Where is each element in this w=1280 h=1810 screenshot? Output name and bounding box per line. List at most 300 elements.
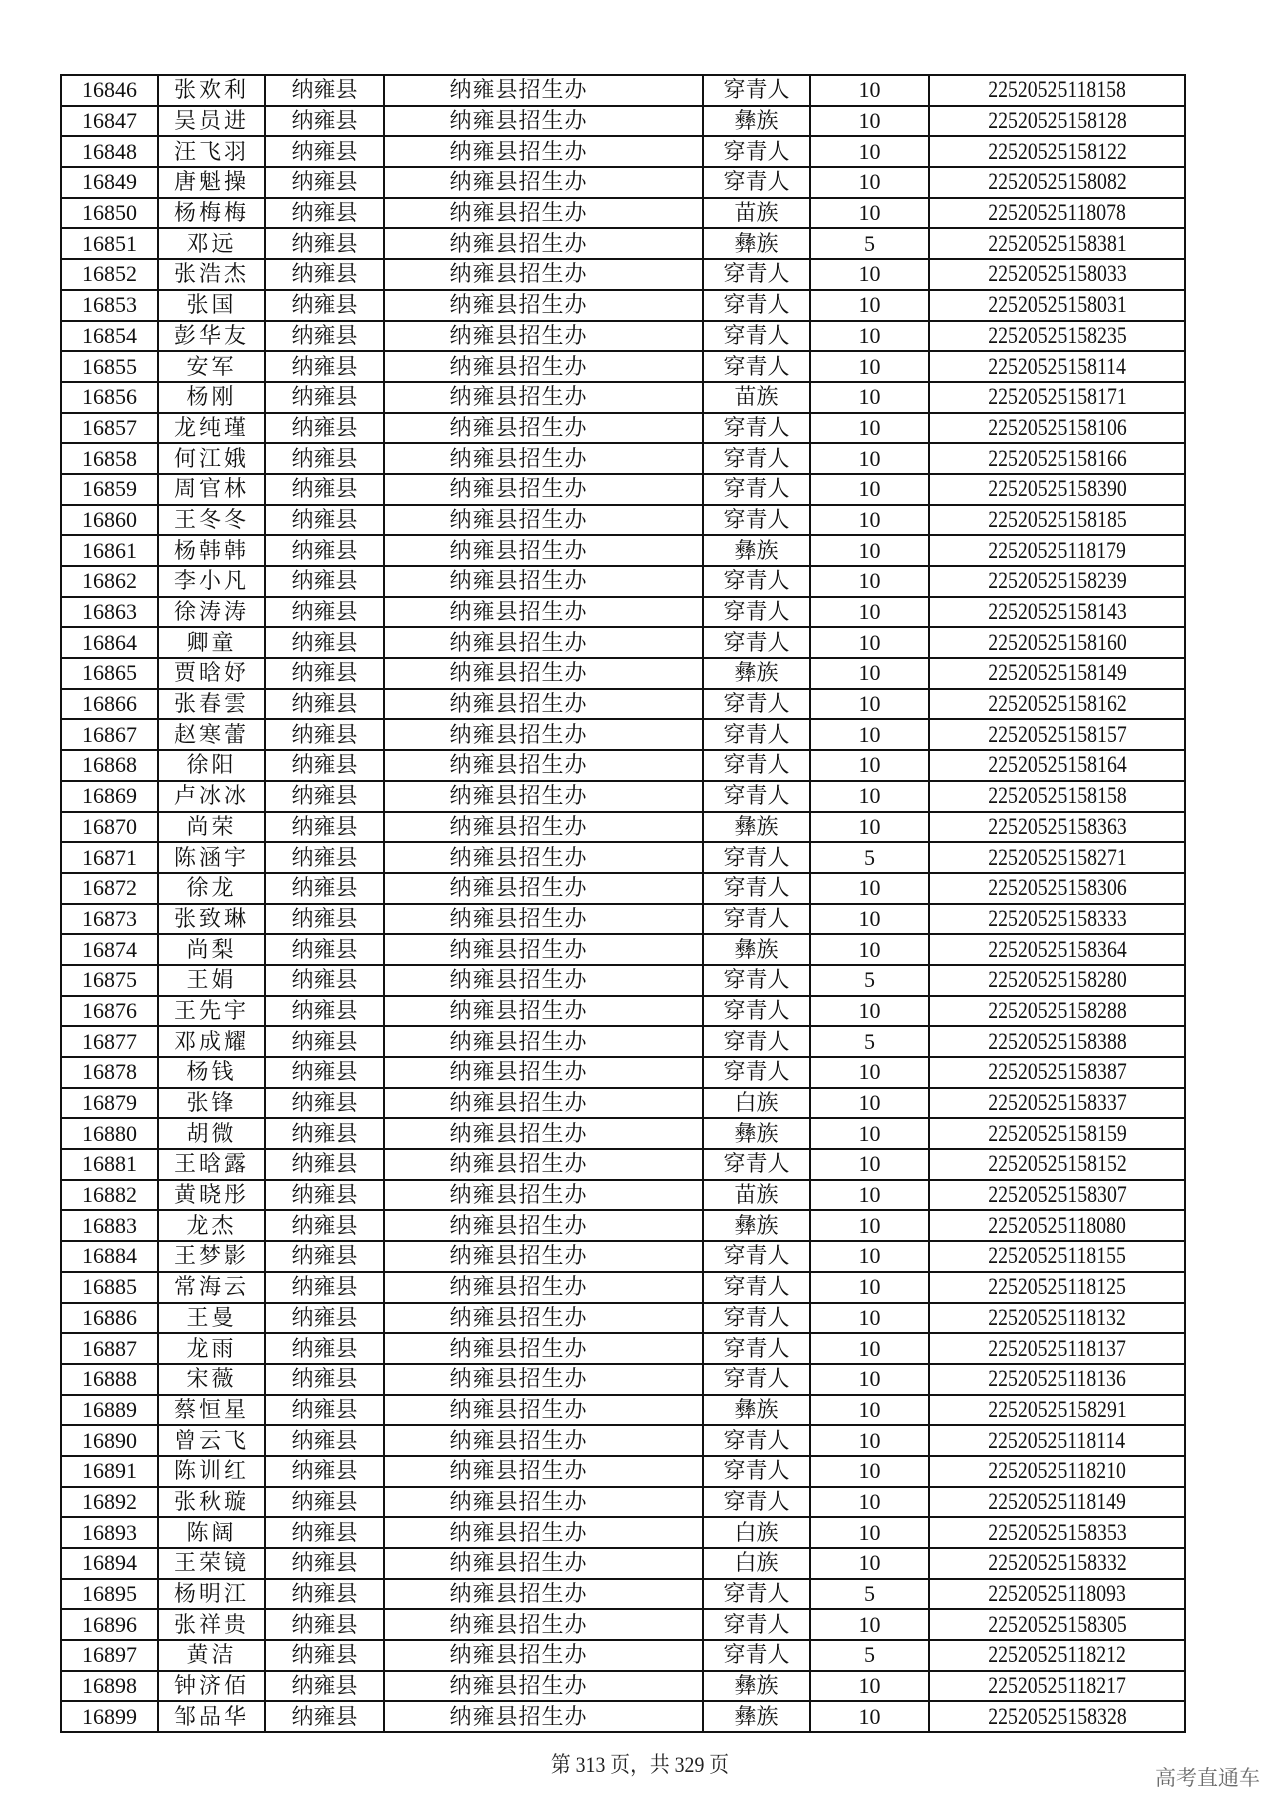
score-cell-text: 10 xyxy=(858,660,881,686)
score-cell-text: 10 xyxy=(858,384,881,410)
ethnicity-cell-text: 穿青人 xyxy=(723,599,790,625)
exam-id-cell xyxy=(929,904,1185,935)
row-number-cell-text: 16848 xyxy=(82,138,137,164)
office-cell xyxy=(384,443,703,474)
ethnicity-cell xyxy=(703,1517,810,1548)
score-cell xyxy=(810,1303,929,1334)
office-cell-text: 纳雍县招生办 xyxy=(449,905,588,931)
county-cell xyxy=(265,382,384,413)
ethnicity-cell xyxy=(703,1303,810,1334)
county-cell xyxy=(265,750,384,781)
score-cell-text: 10 xyxy=(858,691,881,717)
office-cell-text: 纳雍县招生办 xyxy=(449,476,588,502)
exam-id-cell-text: 22520525158235 xyxy=(987,322,1127,348)
ethnicity-cell-text: 苗族 xyxy=(734,1182,779,1208)
row-number-cell-text: 16875 xyxy=(82,967,137,993)
office-cell xyxy=(384,259,703,290)
county-cell xyxy=(265,198,384,229)
name-cell xyxy=(158,228,265,259)
table-row xyxy=(61,443,1185,474)
name-cell-text: 张春雲 xyxy=(173,691,249,717)
office-cell xyxy=(384,996,703,1027)
county-cell-text: 纳雍县 xyxy=(291,1090,358,1116)
county-cell-text: 纳雍县 xyxy=(291,353,358,379)
ethnicity-cell xyxy=(703,198,810,229)
name-cell xyxy=(158,1303,265,1334)
exam-id-cell xyxy=(929,1671,1185,1702)
office-cell-text: 纳雍县招生办 xyxy=(449,537,588,563)
exam-id-cell xyxy=(929,597,1185,628)
name-cell xyxy=(158,290,265,321)
score-cell-text: 10 xyxy=(858,169,881,195)
row-number-cell-text: 16861 xyxy=(82,537,137,563)
office-cell xyxy=(384,198,703,229)
score-cell xyxy=(810,904,929,935)
county-cell xyxy=(265,627,384,658)
table-row xyxy=(61,1303,1185,1334)
table-row xyxy=(61,658,1185,689)
county-cell xyxy=(265,842,384,873)
ethnicity-cell-text: 穿青人 xyxy=(723,629,790,655)
county-cell xyxy=(265,781,384,812)
row-number-cell xyxy=(61,1364,158,1395)
score-cell xyxy=(810,996,929,1027)
row-number-cell-text: 16852 xyxy=(82,261,137,287)
ethnicity-cell-text: 穿青人 xyxy=(723,1642,790,1668)
county-cell-text: 纳雍县 xyxy=(291,1519,358,1545)
ethnicity-cell-text: 白族 xyxy=(734,1519,779,1545)
county-cell-text: 纳雍县 xyxy=(291,1366,358,1392)
exam-id-cell xyxy=(929,750,1185,781)
score-cell xyxy=(810,75,929,106)
exam-id-cell-text: 22520525118114 xyxy=(988,1427,1126,1453)
ethnicity-cell xyxy=(703,597,810,628)
row-number-cell-text: 16846 xyxy=(82,77,137,103)
row-number-cell xyxy=(61,382,158,413)
county-cell-text: 纳雍县 xyxy=(291,813,358,839)
score-cell-text: 10 xyxy=(858,936,881,962)
table-row xyxy=(61,505,1185,536)
name-cell xyxy=(158,627,265,658)
row-number-cell xyxy=(61,996,158,1027)
exam-id-cell xyxy=(929,75,1185,106)
exam-id-cell xyxy=(929,1180,1185,1211)
row-number-cell-text: 16897 xyxy=(82,1642,137,1668)
score-cell-text: 5 xyxy=(864,1581,875,1607)
county-cell-text: 纳雍县 xyxy=(291,138,358,164)
row-number-cell xyxy=(61,1548,158,1579)
row-number-cell xyxy=(61,1671,158,1702)
score-cell-text: 10 xyxy=(858,783,881,809)
name-cell-text: 尚梨 xyxy=(186,936,237,962)
name-cell-text: 张致琳 xyxy=(173,905,249,931)
ethnicity-cell-text: 穿青人 xyxy=(723,169,790,195)
row-number-cell xyxy=(61,228,158,259)
ethnicity-cell xyxy=(703,474,810,505)
name-cell xyxy=(158,1180,265,1211)
office-cell xyxy=(384,1548,703,1579)
name-cell xyxy=(158,1701,265,1732)
county-cell-text: 纳雍县 xyxy=(291,445,358,471)
score-cell-text: 10 xyxy=(858,322,881,348)
score-cell xyxy=(810,1425,929,1456)
score-cell xyxy=(810,474,929,505)
score-cell xyxy=(810,1456,929,1487)
row-number-cell-text: 16862 xyxy=(82,568,137,594)
exam-id-cell xyxy=(929,1303,1185,1334)
county-cell xyxy=(265,658,384,689)
office-cell xyxy=(384,290,703,321)
table-row xyxy=(61,1395,1185,1426)
row-number-cell xyxy=(61,1456,158,1487)
name-cell xyxy=(158,689,265,720)
score-cell xyxy=(810,106,929,137)
table-row xyxy=(61,198,1185,229)
office-cell-text: 纳雍县招生办 xyxy=(449,506,588,532)
office-cell xyxy=(384,167,703,198)
ethnicity-cell-text: 彝族 xyxy=(734,537,779,563)
name-cell xyxy=(158,1149,265,1180)
county-cell xyxy=(265,1364,384,1395)
name-cell-text: 张欢利 xyxy=(173,77,249,103)
office-cell xyxy=(384,1149,703,1180)
exam-id-cell-text: 22520525158166 xyxy=(987,445,1127,471)
row-number-cell-text: 16863 xyxy=(82,599,137,625)
exam-id-cell-text: 22520525158128 xyxy=(987,108,1127,134)
name-cell xyxy=(158,873,265,904)
office-cell xyxy=(384,1671,703,1702)
score-cell-text: 10 xyxy=(858,1243,881,1269)
name-cell xyxy=(158,1640,265,1671)
table-row xyxy=(61,842,1185,873)
office-cell-text: 纳雍县招生办 xyxy=(449,660,588,686)
office-cell-text: 纳雍县招生办 xyxy=(449,353,588,379)
row-number-cell xyxy=(61,106,158,137)
county-cell-text: 纳雍县 xyxy=(291,108,358,134)
score-cell xyxy=(810,136,929,167)
exam-id-cell-text: 22520525118179 xyxy=(988,537,1126,563)
exam-id-cell-text: 22520525158307 xyxy=(987,1182,1127,1208)
name-cell-text: 赵寒蕾 xyxy=(173,721,249,747)
row-number-cell-text: 16849 xyxy=(82,169,137,195)
ethnicity-cell-text: 穿青人 xyxy=(723,752,790,778)
ethnicity-cell xyxy=(703,1241,810,1272)
name-cell-text: 龙雨 xyxy=(186,1335,237,1361)
exam-id-cell xyxy=(929,228,1185,259)
exam-id-cell xyxy=(929,1088,1185,1119)
county-cell-text: 纳雍县 xyxy=(291,629,358,655)
exam-id-cell xyxy=(929,965,1185,996)
row-number-cell xyxy=(61,1609,158,1640)
name-cell xyxy=(158,1671,265,1702)
exam-id-cell-text: 22520525158106 xyxy=(987,414,1127,440)
exam-id-cell xyxy=(929,873,1185,904)
exam-id-cell-text: 22520525158381 xyxy=(987,230,1127,256)
county-cell xyxy=(265,1180,384,1211)
row-number-cell-text: 16896 xyxy=(82,1611,137,1637)
office-cell-text: 纳雍县招生办 xyxy=(449,967,588,993)
exam-id-cell-text: 22520525158306 xyxy=(987,875,1127,901)
ethnicity-cell-text: 穿青人 xyxy=(723,721,790,747)
ethnicity-cell-text: 穿青人 xyxy=(723,1059,790,1085)
ethnicity-cell-text: 穿青人 xyxy=(723,414,790,440)
row-number-cell xyxy=(61,904,158,935)
ethnicity-cell-text: 穿青人 xyxy=(723,1427,790,1453)
row-number-cell xyxy=(61,351,158,382)
row-number-cell-text: 16872 xyxy=(82,875,137,901)
exam-id-cell-text: 22520525118155 xyxy=(988,1243,1126,1269)
score-cell xyxy=(810,1548,929,1579)
score-cell xyxy=(810,781,929,812)
score-cell-text: 10 xyxy=(858,599,881,625)
exam-id-cell-text: 22520525158114 xyxy=(988,353,1126,379)
score-cell-text: 10 xyxy=(858,875,881,901)
row-number-cell xyxy=(61,535,158,566)
row-number-cell xyxy=(61,1579,158,1610)
table-row xyxy=(61,965,1185,996)
row-number-cell-text: 16886 xyxy=(82,1304,137,1330)
row-number-cell xyxy=(61,1241,158,1272)
office-cell xyxy=(384,505,703,536)
exam-id-cell xyxy=(929,351,1185,382)
exam-id-cell-text: 22520525158390 xyxy=(987,476,1127,502)
score-cell-text: 10 xyxy=(858,292,881,318)
exam-id-cell xyxy=(929,474,1185,505)
exam-id-cell-text: 22520525158122 xyxy=(987,138,1127,164)
name-cell-text: 张秋璇 xyxy=(173,1488,249,1514)
ethnicity-cell xyxy=(703,1425,810,1456)
score-cell xyxy=(810,1210,929,1241)
score-cell xyxy=(810,290,929,321)
row-number-cell xyxy=(61,1487,158,1518)
ethnicity-cell-text: 彝族 xyxy=(734,1212,779,1238)
score-cell xyxy=(810,1026,929,1057)
name-cell xyxy=(158,75,265,106)
score-cell xyxy=(810,1180,929,1211)
county-cell xyxy=(265,1303,384,1334)
row-number-cell xyxy=(61,781,158,812)
score-cell xyxy=(810,1241,929,1272)
exam-id-cell-text: 22520525158164 xyxy=(987,752,1127,778)
county-cell-text: 纳雍县 xyxy=(291,721,358,747)
table-row xyxy=(61,321,1185,352)
name-cell xyxy=(158,259,265,290)
office-cell-text: 纳雍县招生办 xyxy=(449,1182,588,1208)
ethnicity-cell-text: 穿青人 xyxy=(723,1611,790,1637)
name-cell xyxy=(158,1333,265,1364)
score-cell xyxy=(810,934,929,965)
county-cell xyxy=(265,1640,384,1671)
score-cell xyxy=(810,566,929,597)
office-cell xyxy=(384,413,703,444)
name-cell-text: 徐龙 xyxy=(186,875,237,901)
ethnicity-cell xyxy=(703,781,810,812)
score-cell xyxy=(810,198,929,229)
office-cell xyxy=(384,1333,703,1364)
score-cell-text: 10 xyxy=(858,997,881,1023)
table-row xyxy=(61,1487,1185,1518)
exam-id-cell xyxy=(929,1640,1185,1671)
county-cell xyxy=(265,1671,384,1702)
office-cell xyxy=(384,627,703,658)
name-cell-text: 王曼 xyxy=(186,1304,237,1330)
row-number-cell xyxy=(61,321,158,352)
table-row xyxy=(61,597,1185,628)
row-number-cell xyxy=(61,1118,158,1149)
exam-id-cell-text: 22520525118136 xyxy=(988,1366,1126,1392)
name-cell-text: 常海云 xyxy=(173,1274,249,1300)
score-cell-text: 5 xyxy=(864,1642,875,1668)
row-number-cell xyxy=(61,1425,158,1456)
score-cell xyxy=(810,535,929,566)
row-number-cell-text: 16869 xyxy=(82,783,137,809)
score-cell xyxy=(810,1333,929,1364)
office-cell-text: 纳雍县招生办 xyxy=(449,322,588,348)
score-cell-text: 10 xyxy=(858,261,881,287)
county-cell xyxy=(265,321,384,352)
table-row xyxy=(61,996,1185,1027)
score-cell-text: 10 xyxy=(858,1366,881,1392)
name-cell xyxy=(158,1026,265,1057)
table-row xyxy=(61,934,1185,965)
name-cell xyxy=(158,1272,265,1303)
row-number-cell xyxy=(61,1210,158,1241)
exam-id-cell-text: 22520525158162 xyxy=(987,691,1127,717)
score-cell-text: 10 xyxy=(858,1703,881,1729)
name-cell-text: 张国 xyxy=(186,292,237,318)
exam-id-cell xyxy=(929,1548,1185,1579)
exam-id-cell-text: 22520525118125 xyxy=(988,1274,1126,1300)
county-cell xyxy=(265,413,384,444)
score-cell xyxy=(810,1088,929,1119)
county-cell xyxy=(265,290,384,321)
row-number-cell xyxy=(61,443,158,474)
row-number-cell xyxy=(61,1333,158,1364)
name-cell-text: 周官林 xyxy=(173,476,249,502)
ethnicity-cell-text: 穿青人 xyxy=(723,875,790,901)
office-cell-text: 纳雍县招生办 xyxy=(449,292,588,318)
office-cell xyxy=(384,106,703,137)
table-row xyxy=(61,1548,1185,1579)
office-cell-text: 纳雍县招生办 xyxy=(449,1274,588,1300)
office-cell-text: 纳雍县招生办 xyxy=(449,414,588,440)
exam-id-cell-text: 22520525158171 xyxy=(987,384,1127,410)
ethnicity-cell-text: 穿青人 xyxy=(723,691,790,717)
office-cell-text: 纳雍县招生办 xyxy=(449,1642,588,1668)
office-cell-text: 纳雍县招生办 xyxy=(449,1396,588,1422)
ethnicity-cell-text: 穿青人 xyxy=(723,353,790,379)
row-number-cell-text: 16878 xyxy=(82,1059,137,1085)
ethnicity-cell xyxy=(703,505,810,536)
county-cell-text: 纳雍县 xyxy=(291,599,358,625)
table-row xyxy=(61,259,1185,290)
row-number-cell-text: 16859 xyxy=(82,476,137,502)
exam-id-cell xyxy=(929,1272,1185,1303)
county-cell-text: 纳雍县 xyxy=(291,537,358,563)
ethnicity-cell-text: 苗族 xyxy=(734,384,779,410)
exam-id-cell-text: 22520525158328 xyxy=(987,1703,1127,1729)
office-cell xyxy=(384,1272,703,1303)
office-cell-text: 纳雍县招生办 xyxy=(449,200,588,226)
table-row xyxy=(61,1118,1185,1149)
exam-id-cell-text: 22520525118210 xyxy=(988,1458,1126,1484)
exam-id-cell-text: 22520525158387 xyxy=(987,1059,1127,1085)
table-row xyxy=(61,228,1185,259)
score-cell xyxy=(810,842,929,873)
row-number-cell-text: 16850 xyxy=(82,200,137,226)
county-cell-text: 纳雍县 xyxy=(291,476,358,502)
score-cell-text: 10 xyxy=(858,905,881,931)
score-cell-text: 10 xyxy=(858,1059,881,1085)
name-cell xyxy=(158,1241,265,1272)
name-cell-text: 何江娥 xyxy=(173,445,249,471)
exam-id-cell xyxy=(929,259,1185,290)
county-cell-text: 纳雍县 xyxy=(291,783,358,809)
score-cell-text: 10 xyxy=(858,445,881,471)
office-cell-text: 纳雍县招生办 xyxy=(449,1519,588,1545)
score-cell-text: 10 xyxy=(858,629,881,655)
county-cell-text: 纳雍县 xyxy=(291,322,358,348)
ethnicity-cell xyxy=(703,1671,810,1702)
row-number-cell-text: 16876 xyxy=(82,997,137,1023)
office-cell-text: 纳雍县招生办 xyxy=(449,1212,588,1238)
county-cell xyxy=(265,904,384,935)
row-number-cell-text: 16883 xyxy=(82,1212,137,1238)
exam-id-cell xyxy=(929,1241,1185,1272)
office-cell xyxy=(384,873,703,904)
county-cell-text: 纳雍县 xyxy=(291,261,358,287)
exam-id-cell xyxy=(929,505,1185,536)
table-row xyxy=(61,566,1185,597)
exam-id-cell-text: 22520525158239 xyxy=(987,568,1127,594)
ethnicity-cell-text: 穿青人 xyxy=(723,292,790,318)
row-number-cell xyxy=(61,413,158,444)
row-number-cell-text: 16888 xyxy=(82,1366,137,1392)
name-cell-text: 陈阔 xyxy=(186,1519,237,1545)
county-cell-text: 纳雍县 xyxy=(291,1182,358,1208)
ethnicity-cell xyxy=(703,1487,810,1518)
county-cell xyxy=(265,351,384,382)
office-cell-text: 纳雍县招生办 xyxy=(449,1673,588,1699)
name-cell xyxy=(158,382,265,413)
score-cell-text: 10 xyxy=(858,1427,881,1453)
name-cell-text: 李小凡 xyxy=(173,568,249,594)
score-cell xyxy=(810,413,929,444)
ethnicity-cell-text: 白族 xyxy=(734,1090,779,1116)
ethnicity-cell xyxy=(703,873,810,904)
name-cell xyxy=(158,167,265,198)
table-row xyxy=(61,535,1185,566)
name-cell-text: 曾云飞 xyxy=(173,1427,249,1453)
name-cell-text: 徐涛涛 xyxy=(173,599,249,625)
office-cell-text: 纳雍县招生办 xyxy=(449,721,588,747)
row-number-cell xyxy=(61,873,158,904)
county-cell xyxy=(265,1241,384,1272)
exam-id-cell-text: 22520525158388 xyxy=(987,1028,1127,1054)
row-number-cell-text: 16890 xyxy=(82,1427,137,1453)
score-cell xyxy=(810,167,929,198)
name-cell-text: 黄洁 xyxy=(186,1642,237,1668)
exam-id-cell xyxy=(929,1579,1185,1610)
table-row xyxy=(61,689,1185,720)
exam-id-cell-text: 22520525158332 xyxy=(987,1550,1127,1576)
office-cell-text: 纳雍县招生办 xyxy=(449,261,588,287)
name-cell xyxy=(158,136,265,167)
office-cell xyxy=(384,719,703,750)
score-cell-text: 10 xyxy=(858,1488,881,1514)
exam-id-cell-text: 22520525158149 xyxy=(987,660,1127,686)
exam-id-cell-text: 22520525158082 xyxy=(987,169,1127,195)
